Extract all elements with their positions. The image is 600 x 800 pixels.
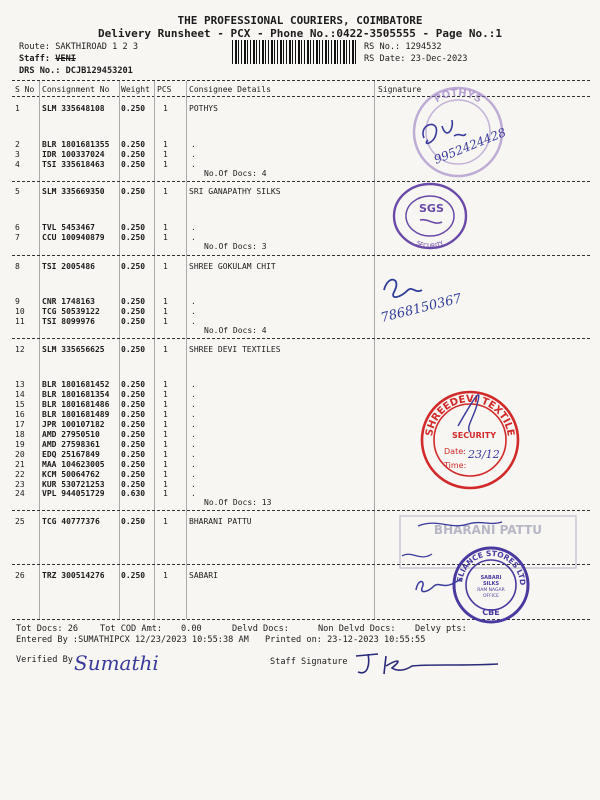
svg-text:Date:: Date: [444, 447, 466, 456]
company-title: THE PROFESSIONAL COURIERS, COIMBATORE [177, 14, 423, 27]
divider [12, 510, 590, 511]
row-dot: . [191, 150, 196, 159]
row-weight: 0.250 [121, 470, 146, 479]
row-sno: 10 [15, 307, 25, 316]
column-rule [39, 81, 40, 619]
drs-number [19, 66, 133, 76]
row-consignment: SLM 335656625 [42, 345, 105, 354]
row-dot: . [191, 160, 196, 169]
row-sno: 7 [15, 233, 20, 242]
row-consignment: TVL 5453467 [42, 223, 95, 232]
total-cod-value: 0.00 [181, 624, 202, 634]
row-sno: 15 [15, 400, 25, 409]
row-dot: . [191, 410, 196, 419]
row-pcs: 1 [163, 480, 168, 489]
svg-text:Sumathi: Sumathi [74, 651, 159, 675]
non-delivered-docs: Non Delvd Docs: [318, 624, 396, 634]
row-sno: 21 [15, 460, 25, 469]
svg-text:SHREEDEVI TEXTILE: SHREEDEVI TEXTILE [424, 393, 516, 438]
row-pcs: 1 [163, 307, 168, 316]
svg-text:Time:: Time: [444, 461, 467, 470]
row-weight: 0.250 [121, 187, 146, 196]
route-label: Route: SAKTHIROAD 1 2 3 [19, 42, 138, 52]
row-dot: . [191, 400, 196, 409]
row-pcs: 1 [163, 430, 168, 439]
drs-key: DRS No.: [19, 66, 61, 76]
row-dot: . [191, 307, 196, 316]
row-sno: 8 [15, 262, 20, 271]
row-weight: 0.250 [121, 420, 146, 429]
row-pcs: 1 [163, 517, 168, 526]
consignee-name: POTHYS [189, 104, 218, 113]
col-consignment: Consignment No [42, 85, 110, 94]
row-pcs: 1 [163, 317, 168, 326]
row-weight: 0.250 [121, 150, 146, 159]
row-sno: 9 [15, 297, 20, 306]
row-sno: 14 [15, 390, 25, 399]
row-pcs: 1 [163, 223, 168, 232]
row-consignment: TSI 8099976 [42, 317, 95, 326]
rs-date: RS Date: 23-Dec-2023 [364, 54, 468, 64]
row-weight: 0.250 [121, 390, 146, 399]
row-pcs: 1 [163, 297, 168, 306]
row-consignment: TSI 335618463 [42, 160, 105, 169]
signature-sabari [412, 570, 464, 600]
column-rule [374, 81, 375, 619]
row-weight: 0.250 [121, 297, 146, 306]
row-weight: 0.250 [121, 345, 146, 354]
row-dot: . [191, 420, 196, 429]
row-dot: . [191, 470, 196, 479]
row-pcs: 1 [163, 489, 168, 498]
column-rule [119, 81, 120, 619]
svg-text:SECURITY: SECURITY [415, 239, 446, 251]
row-dot: . [191, 480, 196, 489]
row-consignment: VPL 944051729 [42, 489, 105, 498]
row-pcs: 1 [163, 104, 168, 113]
row-pcs: 1 [163, 187, 168, 196]
row-sno: 24 [15, 489, 25, 498]
verified-by-label: Verified By [16, 655, 73, 665]
row-weight: 0.250 [121, 430, 146, 439]
shreedevi-stamp [418, 388, 522, 492]
row-dot: . [191, 460, 196, 469]
printed-on: Printed on: 23-12-2023 10:55:55 [265, 635, 426, 645]
row-weight: 0.250 [121, 440, 146, 449]
row-consignment: TCG 50539122 [42, 307, 100, 316]
row-sno: 16 [15, 410, 25, 419]
row-consignment: BLR 1801681355 [42, 140, 110, 149]
total-cod-label: Tot COD Amt: [100, 624, 163, 634]
row-consignment: KCM 50064762 [42, 470, 100, 479]
row-pcs: 1 [163, 140, 168, 149]
svg-text:SGS: SGS [419, 202, 444, 215]
row-dot: . [191, 440, 196, 449]
row-weight: 0.250 [121, 460, 146, 469]
row-dot: . [191, 430, 196, 439]
row-consignment: CNR 1748163 [42, 297, 95, 306]
svg-text:RAM NAGAR: RAM NAGAR [477, 588, 505, 593]
row-dot: . [191, 317, 196, 326]
row-pcs: 1 [163, 420, 168, 429]
row-pcs: 1 [163, 390, 168, 399]
signature-2 [378, 270, 488, 336]
rs-number: RS No.: 1294532 [364, 42, 442, 52]
signature-1 [414, 110, 524, 180]
row-pcs: 1 [163, 470, 168, 479]
row-dot: . [191, 297, 196, 306]
row-dot: . [191, 450, 196, 459]
row-sno: 19 [15, 440, 25, 449]
row-consignment: TSI 2005486 [42, 262, 95, 271]
row-dot: . [191, 140, 196, 149]
svg-text:CBE: CBE [482, 608, 500, 617]
svg-text:7868150367: 7868150367 [379, 291, 464, 326]
staff-signature-label: Staff Signature [270, 657, 348, 667]
col-weight: Weight [121, 85, 150, 94]
row-sno: 2 [15, 140, 20, 149]
row-consignment: KUR 530721253 [42, 480, 105, 489]
row-weight: 0.250 [121, 571, 146, 580]
staff-value: VENI [55, 54, 76, 64]
row-consignment: BLR 1801681354 [42, 390, 110, 399]
divider [12, 80, 590, 81]
col-pcs: PCS [157, 85, 172, 94]
column-rule [186, 81, 187, 619]
svg-text:BHARANI PATTU: BHARANI PATTU [433, 523, 543, 537]
total-docs: Tot Docs: 26 [16, 624, 79, 634]
row-dot: . [191, 489, 196, 498]
row-consignment: TRZ 300514276 [42, 571, 105, 580]
svg-text:SECURITY: SECURITY [452, 431, 496, 440]
row-weight: 0.250 [121, 160, 146, 169]
row-sno: 17 [15, 420, 25, 429]
runsheet-subtitle: Delivery Runsheet - PCX - Phone No.:0422-3505555 - Page No.:1 [98, 27, 502, 40]
row-weight: 0.250 [121, 104, 146, 113]
consignee-name: SHREE DEVI TEXTILES [189, 345, 281, 354]
row-consignment: AMD 27950510 [42, 430, 100, 439]
row-sno: 25 [15, 517, 25, 526]
row-sno: 22 [15, 470, 25, 479]
row-pcs: 1 [163, 460, 168, 469]
consignee-name: SHREE GOKULAM CHIT [189, 262, 276, 271]
row-sno: 1 [15, 104, 20, 113]
row-weight: 0.630 [121, 489, 146, 498]
row-consignment: BLR 1801681486 [42, 400, 110, 409]
row-consignment: EDQ 25167849 [42, 450, 100, 459]
row-sno: 13 [15, 380, 25, 389]
docs-count: No.Of Docs: 4 [204, 169, 267, 178]
row-pcs: 1 [163, 380, 168, 389]
row-consignment: BLR 1801681452 [42, 380, 110, 389]
row-weight: 0.250 [121, 450, 146, 459]
row-consignment: IDR 100337024 [42, 150, 105, 159]
row-pcs: 1 [163, 400, 168, 409]
row-weight: 0.250 [121, 400, 146, 409]
column-rule [154, 81, 155, 619]
row-dot: . [191, 223, 196, 232]
row-sno: 4 [15, 160, 20, 169]
row-pcs: 1 [163, 150, 168, 159]
row-consignment: JPR 100107182 [42, 420, 105, 429]
svg-text:SABARI: SABARI [480, 575, 502, 581]
delivered-docs: Delvd Docs: [232, 624, 289, 634]
row-sno: 23 [15, 480, 25, 489]
row-consignment: AMD 27598361 [42, 440, 100, 449]
row-dot: . [191, 233, 196, 242]
row-sno: 6 [15, 223, 20, 232]
verified-signature [72, 642, 192, 682]
row-weight: 0.250 [121, 317, 146, 326]
row-pcs: 1 [163, 160, 168, 169]
row-weight: 0.250 [121, 517, 146, 526]
row-pcs: 1 [163, 233, 168, 242]
row-weight: 0.250 [121, 380, 146, 389]
drs-value: DCJB129453201 [65, 66, 133, 76]
svg-text:OFFICE: OFFICE [482, 594, 500, 599]
row-consignment: BLR 1801681489 [42, 410, 110, 419]
barcode [232, 40, 358, 64]
staff-key: Staff: [19, 54, 51, 64]
row-sno: 3 [15, 150, 20, 159]
row-pcs: 1 [163, 262, 168, 271]
docs-count: No.Of Docs: 4 [204, 326, 267, 335]
row-consignment: MAA 104623005 [42, 460, 105, 469]
consignee-name: SABARI [189, 571, 218, 580]
svg-text:RELIANCE STORES LTD.: RELIANCE STORES LTD. [449, 539, 528, 586]
row-weight: 0.250 [121, 307, 146, 316]
entered-by: Entered By :SUMATHIPCX 12/23/2023 10:55:38 AM [16, 635, 249, 645]
row-weight: 0.250 [121, 233, 146, 242]
row-pcs: 1 [163, 345, 168, 354]
row-weight: 0.250 [121, 223, 146, 232]
divider [12, 338, 590, 339]
row-dot: . [191, 390, 196, 399]
row-sno: 5 [15, 187, 20, 196]
row-consignment: SLM 335669350 [42, 187, 105, 196]
svg-text:9952424428: 9952424428 [431, 125, 508, 167]
row-weight: 0.250 [121, 140, 146, 149]
col-consignee: Consignee Details [189, 85, 271, 94]
docs-count: No.Of Docs: 3 [204, 242, 267, 251]
row-weight: 0.250 [121, 410, 146, 419]
col-signature: Signature [378, 85, 422, 94]
row-sno: 26 [15, 571, 25, 580]
row-sno: 11 [15, 317, 25, 326]
row-weight: 0.250 [121, 480, 146, 489]
delivery-points: Delvy pts: [415, 624, 467, 634]
consignee-name: BHARANI PATTU [189, 517, 252, 526]
row-sno: 18 [15, 430, 25, 439]
row-consignment: TCG 40777376 [42, 517, 100, 526]
col-sno: S No [15, 85, 35, 94]
svg-text:23/12: 23/12 [468, 448, 500, 461]
docs-count: No.Of Docs: 13 [204, 498, 272, 507]
consignee-name: SRI GANAPATHY SILKS [189, 187, 281, 196]
row-sno: 12 [15, 345, 25, 354]
row-pcs: 1 [163, 440, 168, 449]
divider [12, 255, 590, 256]
sgs-stamp [390, 180, 470, 252]
row-consignment: CCU 100940879 [42, 233, 105, 242]
row-pcs: 1 [163, 410, 168, 419]
svg-text:POTHYS: POTHYS [432, 87, 484, 106]
row-consignment: SLM 335648108 [42, 104, 105, 113]
svg-text:SILKS: SILKS [482, 581, 500, 587]
row-dot: . [191, 380, 196, 389]
row-weight: 0.250 [121, 262, 146, 271]
row-pcs: 1 [163, 450, 168, 459]
staff-signature [352, 648, 502, 682]
staff-label [19, 54, 76, 64]
row-sno: 20 [15, 450, 25, 459]
row-pcs: 1 [163, 571, 168, 580]
